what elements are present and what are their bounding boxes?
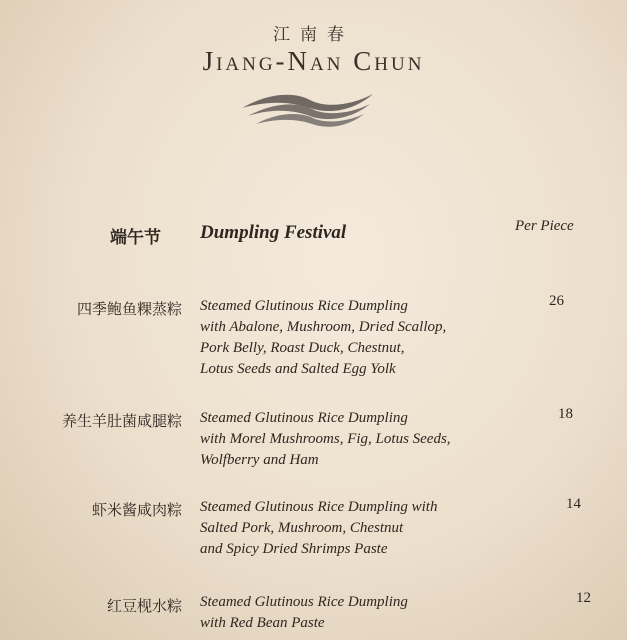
menu-item-description (200, 408, 520, 471)
brand-name: Jiang-Nan Chun (202, 46, 425, 76)
description-line: Steamed Glutinous Rice Dumpling (200, 594, 408, 610)
description-line: and Spicy Dried Shrimps Paste (200, 541, 388, 557)
description-line: Pork Belly, Roast Duck, Chestnut, (200, 340, 405, 356)
menu-item-price: 12 (576, 590, 591, 606)
section-title: Dumpling Festival (200, 222, 347, 243)
menu-item-price: 18 (558, 406, 573, 422)
description-line: Steamed Glutinous Rice Dumpling with (200, 499, 438, 515)
menu-item-chinese-name: 养生羊肚菌咸腿粽 (61, 412, 182, 430)
wave-logo-icon (240, 86, 375, 128)
menu-item-chinese-name: 虾米酱咸肉粽 (91, 501, 182, 519)
section-title-chinese: 端午节 (110, 228, 161, 248)
menu-item-description (200, 296, 520, 380)
description-line: with Red Bean Paste (200, 615, 325, 631)
menu-item-chinese-name: 红豆枧水粽 (106, 597, 182, 615)
price-unit-label: Per Piece (515, 218, 574, 234)
description-line: Steamed Glutinous Rice Dumpling (200, 410, 408, 426)
description-line: Lotus Seeds and Salted Egg Yolk (200, 361, 396, 377)
menu-item-price: 26 (549, 293, 564, 309)
description-line: with Abalone, Mushroom, Dried Scallop, (200, 319, 447, 335)
menu-item-chinese-name: 四季鲍鱼粿蒸粽 (76, 300, 182, 318)
menu-item-description (200, 497, 520, 560)
menu-item-price: 14 (566, 496, 581, 512)
description-line: Wolfberry and Ham (200, 452, 319, 468)
description-line: Steamed Glutinous Rice Dumpling (200, 298, 408, 314)
brand-chinese-name: 江南春 (273, 25, 354, 45)
description-line: with Morel Mushrooms, Fig, Lotus Seeds, (200, 431, 451, 447)
menu-item-description (200, 592, 520, 634)
description-line: Salted Pork, Mushroom, Chestnut (200, 520, 404, 536)
